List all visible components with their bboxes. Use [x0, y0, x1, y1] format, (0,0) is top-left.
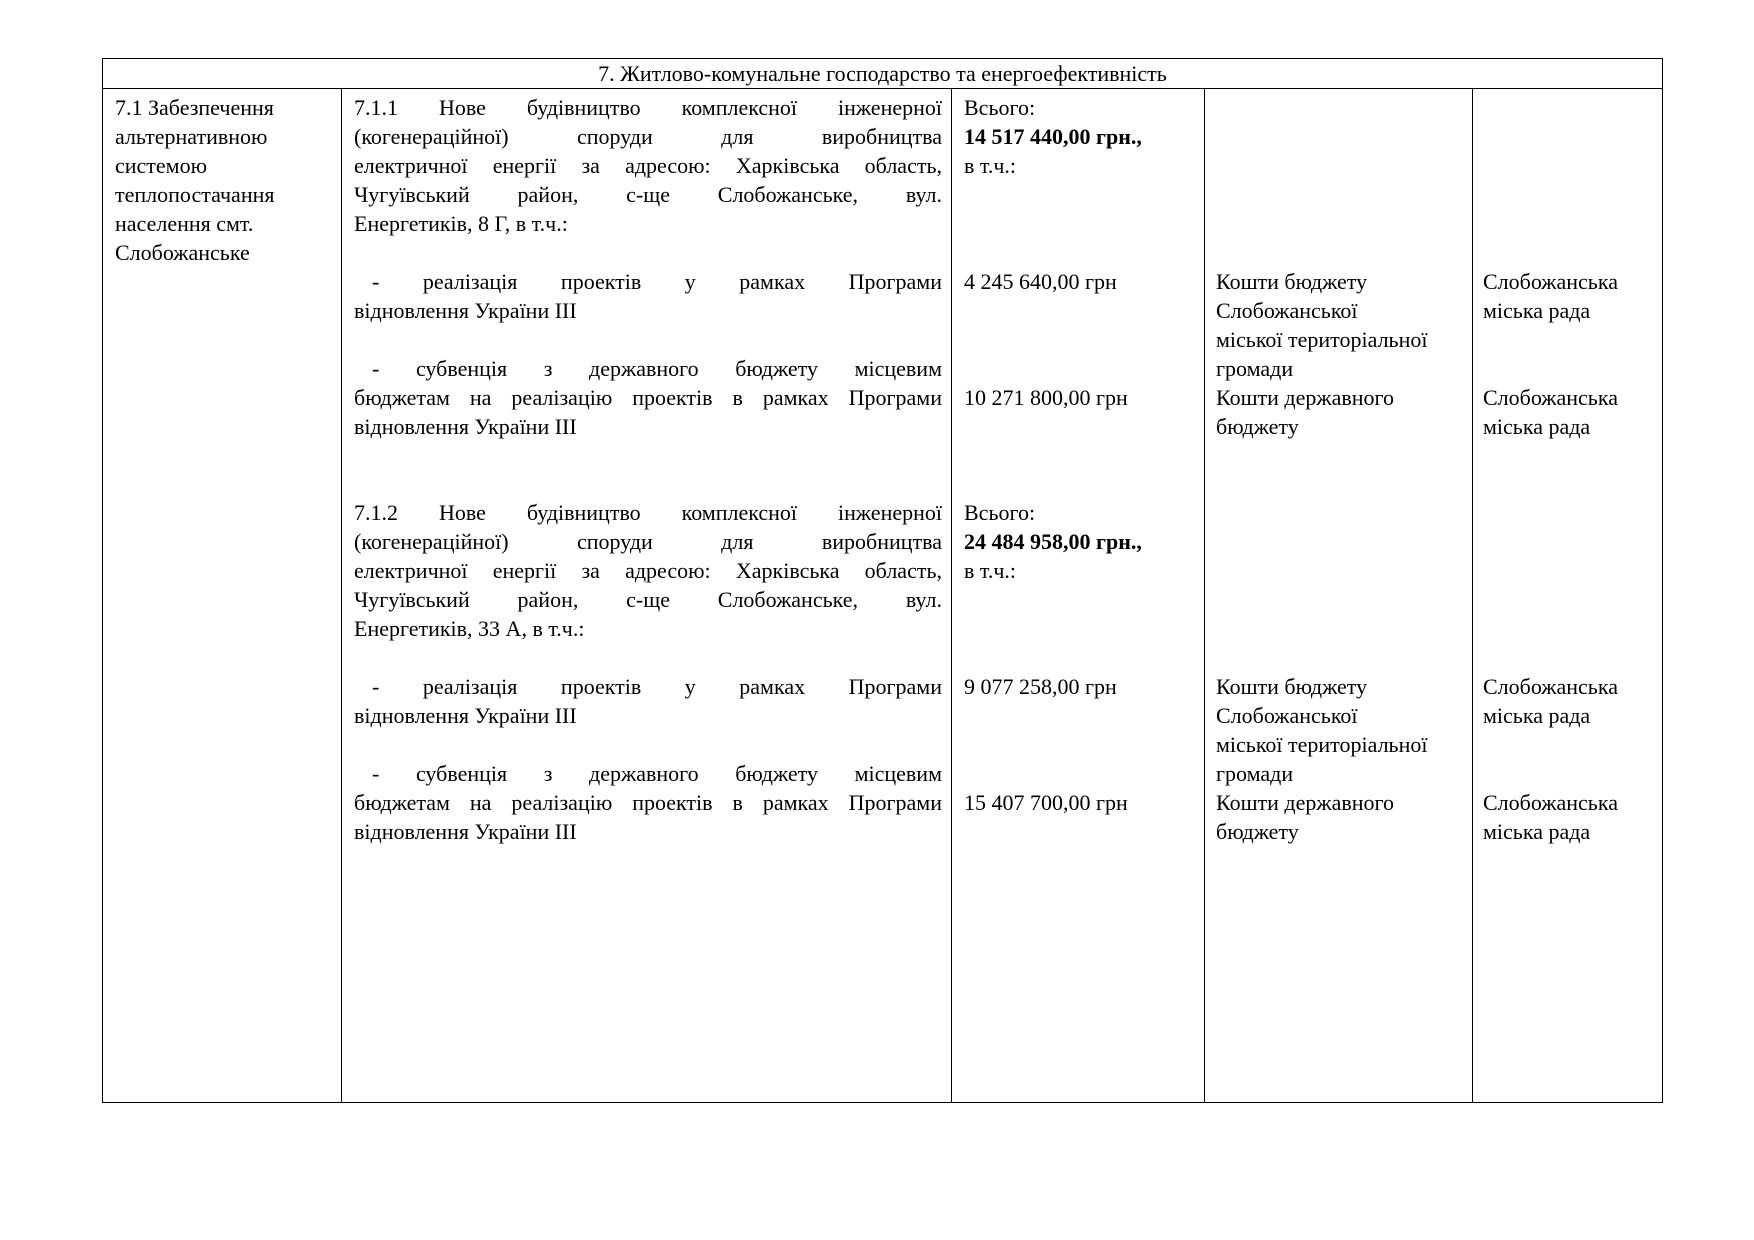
measure-711-item-2: - субвенція з державного бюджету місцевим бюджетам на реалізацію проектів в рамках Програми відновлення України ІІІ — [354, 356, 942, 439]
measure-712-item-1: - реалізація проектів у рамках Програми відновлення України ІІІ — [354, 674, 942, 728]
measure-712-title: 7.1.2 Нове будівництво комплексної інженерної (когенераційної) споруди для виробництва електричної енергії за адресою: Харківська область, Чугуївський район, с-ще Слобожанське, вул. Енергетиків, 33 А, в т.ч.: — [354, 500, 942, 641]
measure-711-item-1-executor: Слобожанська міська рада — [1483, 269, 1618, 323]
measure-711-item-2-executor: Слобожанська міська рада — [1483, 385, 1618, 439]
measure-712-item-2-source: Кошти державного бюджету — [1216, 790, 1394, 844]
measure-711-item-2-amount: 10 271 800,00 грн — [964, 385, 1128, 410]
measure-712-item-2-amount: 15 407 700,00 грн — [964, 790, 1128, 815]
column-divider — [951, 89, 952, 1102]
measure-711-title: 7.1.1 Нове будівництво комплексної інженерної (когенераційної) споруди для виробництва електричної енергії за адресою: Харківська область, Чугуївський район, с-ще Слобожанське, вул. Енергетиків, 8 Г, в т.ч.: — [354, 95, 942, 236]
measure-711-item-1-source: Кошти бюджету Слобожанської міської територіальної громади — [1216, 269, 1428, 381]
column-divider — [1472, 89, 1473, 1102]
measure-712-item-2-executor: Слобожанська міська рада — [1483, 790, 1618, 844]
measure-712-item-1-executor: Слобожанська міська рада — [1483, 674, 1618, 728]
measure-711-total: Всього: 14 517 440,00 грн., в т.ч.: — [964, 95, 1142, 178]
task-cell: 7.1 Забезпечення альтернативною системою теплопостачання населення смт. Слобожанське — [115, 95, 275, 265]
measure-711-item-1-amount: 4 245 640,00 грн — [964, 269, 1117, 294]
section-title: 7. Житлово-комунальне господарство та енергоефективність — [103, 59, 1662, 89]
measure-712-item-1-amount: 9 077 258,00 грн — [964, 674, 1117, 699]
measure-712-total: Всього: 24 484 958,00 грн., в т.ч.: — [964, 500, 1142, 583]
measure-712-item-2: - субвенція з державного бюджету місцевим бюджетам на реалізацію проектів в рамках Програми відновлення України ІІІ — [354, 761, 942, 844]
measure-712-item-1-source: Кошти бюджету Слобожанської міської територіальної громади — [1216, 674, 1428, 786]
measure-711-item-1: - реалізація проектів у рамках Програми відновлення України ІІІ — [354, 269, 942, 323]
column-divider — [1204, 89, 1205, 1102]
measure-711-item-2-source: Кошти державного бюджету — [1216, 385, 1394, 439]
column-divider — [341, 89, 342, 1102]
